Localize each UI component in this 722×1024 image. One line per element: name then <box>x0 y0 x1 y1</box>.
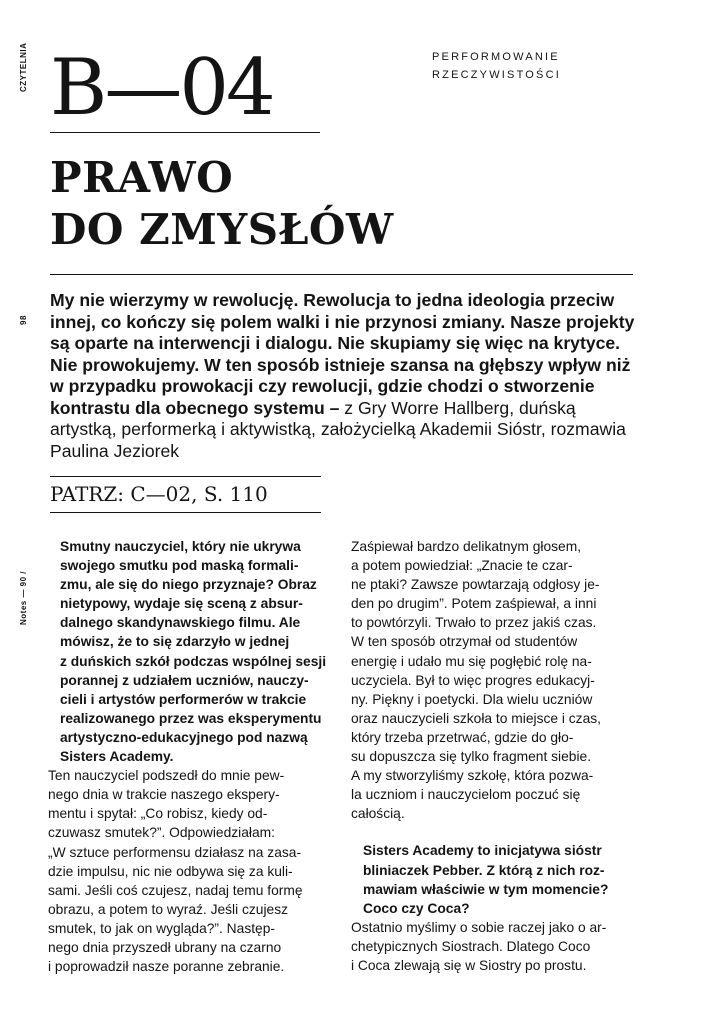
issue-label: Notes — 90 / <box>19 570 28 625</box>
text-line: ny. Piękny i poetycki. Dla wielu uczniów <box>351 691 593 707</box>
article-title <box>50 152 394 256</box>
text-line: nego dnia w trakcie naszego ekspery- <box>48 787 280 803</box>
text-line: i poprowadził nasze poranne zebranie. <box>48 959 285 975</box>
title-divider <box>50 274 633 275</box>
kicker-line: RZECZYWISTOŚCI <box>432 69 561 81</box>
text-line: su dopuszcza się tylko fragment siebie. <box>351 749 592 765</box>
see-also-reference: PATRZ: C—02, S. 110 <box>50 482 268 506</box>
text-line: Smutny nauczyciel, który nie ukrywa <box>60 539 301 554</box>
text-line: swojego smutku pod maską formali- <box>60 558 299 574</box>
text-line: „W sztuce performensu działasz na zasa- <box>48 844 302 860</box>
text-line: Ostatnio myślimy o sobie raczej jako o ar- <box>351 919 607 935</box>
text-line: sami. Jeśli coś czujesz, nadaj temu formę <box>48 882 303 898</box>
text-line: mentu i spytał: „Co robisz, kiedy od- <box>48 806 268 822</box>
interview-answer <box>351 537 641 823</box>
text-line: Sisters Academy. <box>60 749 174 765</box>
text-line: nietypowy, wydaje się sceną z absur- <box>60 596 303 612</box>
section-label: CZYTELNIA <box>19 42 28 92</box>
text-line: z duńskich szkół podczas wspólnej sesji <box>60 653 327 669</box>
text-line: A my stworzyliśmy szkołę, która pozwa- <box>351 768 594 784</box>
title-line: PRAWO <box>50 153 234 202</box>
text-line: artystyczno-edukacyjnego pod nazwą <box>60 729 308 745</box>
page-number: 98 <box>19 315 28 325</box>
text-line: energię i udało mu się pogłębić rolę na- <box>351 653 592 669</box>
column-left <box>48 537 338 976</box>
text-line: realizowanego przez was eksperymentu <box>60 710 322 726</box>
text-line: bliniaczek Pebber. Z którą z nich roz- <box>363 862 605 878</box>
text-line: oraz nauczycieli szkoła to miejsce i czas, <box>351 710 601 726</box>
kicker-line: PERFORMOWANIE <box>432 51 560 63</box>
text-line: czuwasz smutek?”. Odpowiedziałam: <box>48 825 275 841</box>
lead-paragraph <box>50 290 636 462</box>
text-line: to powtórzyli. Trwało to przez jakiś czas. <box>351 615 597 631</box>
text-line: ne ptaki? Zawsze powtarzają odgłosy je- <box>351 577 600 593</box>
text-line: nego dnia przyszedł ubrany na czarno <box>48 939 282 955</box>
paragraph-gap <box>351 823 641 841</box>
lead-regular: z Gry Worre Hallberg, duńską artystką, performerką i aktywistką, założycielką Akademii Sióstr, rozmawia Paulina Jeziorek <box>50 397 626 461</box>
interview-answer <box>351 918 641 975</box>
interview-answer <box>48 766 338 976</box>
text-line: smutek, to jak on wygląda?”. Następ- <box>48 920 275 936</box>
text-line: den po drugim”. Potem zaśpiewał, a inni <box>351 596 597 612</box>
lead-bold: My nie wierzymy w rewolucję. Rewolucja to jedna ideologia przeciw innej, co kończy się polem walki i nie przynosi zmiany. Nasze projekty są oparte na interwencji i dialogu. Nie skupiamy się więc na krytyce. Nie prowokujemy. W ten sposób istnieje szansa na głębszy wpływ niż w przypadku prowokacji czy rewolucji, gdzie chodzi o stworzenie kontrastu dla obecnego systemu – <box>50 290 635 418</box>
text-line: i Coca zlewają się w Siostry po prostu. <box>351 957 587 973</box>
text-line: zmu, ale się do niego przyznaje? Obraz <box>60 577 317 593</box>
text-line: cieli i artystów performerów w trakcie <box>60 691 307 707</box>
see-also-top-rule <box>50 476 321 477</box>
text-line: mówisz, że to się zdarzyło w jednej <box>60 634 290 650</box>
text-line: a potem powiedział: „Znacie te czar- <box>351 558 573 574</box>
text-line: obrazu, a potem to wyraź. Jeśli czujesz <box>48 901 289 917</box>
code-divider <box>50 132 320 133</box>
text-line: dalnego skandynawskiego filmu. Ale <box>60 615 301 631</box>
text-line: Ten nauczyciel podszedł do mnie pew- <box>48 768 285 784</box>
text-line: Sisters Academy to inicjatywa sióstr <box>363 843 602 859</box>
text-line: W ten sposób otrzymał od studentów <box>351 634 578 650</box>
column-right <box>351 537 641 975</box>
text-line: mawiam właściwie w tym momencie? <box>363 881 609 897</box>
text-line: dzie impulsu, nic nie odbywa się za kuli- <box>48 863 293 879</box>
text-line: całością. <box>351 806 405 822</box>
text-line: la uczniom i nauczycielom poczuć się <box>351 787 581 803</box>
text-line: uczyciela. Był to więc progres edukacyj- <box>351 672 595 688</box>
text-line: Zaśpiewał bardzo delikatnym głosem, <box>351 539 582 554</box>
kicker <box>432 48 561 84</box>
text-line: porannej z udziałem uczniów, nauczy- <box>60 672 309 688</box>
interview-question <box>351 841 641 917</box>
title-line: DO ZMYSŁÓW <box>50 205 394 254</box>
section-code: B—04 <box>50 43 273 133</box>
text-line: Coco czy Coca? <box>363 900 470 916</box>
interview-question <box>48 537 338 766</box>
text-line: który trzeba przetrwać, gdzie do gło- <box>351 729 574 745</box>
text-line: chetypicznych Siostrach. Dlatego Coco <box>351 938 591 954</box>
see-also-bottom-rule <box>50 512 321 513</box>
